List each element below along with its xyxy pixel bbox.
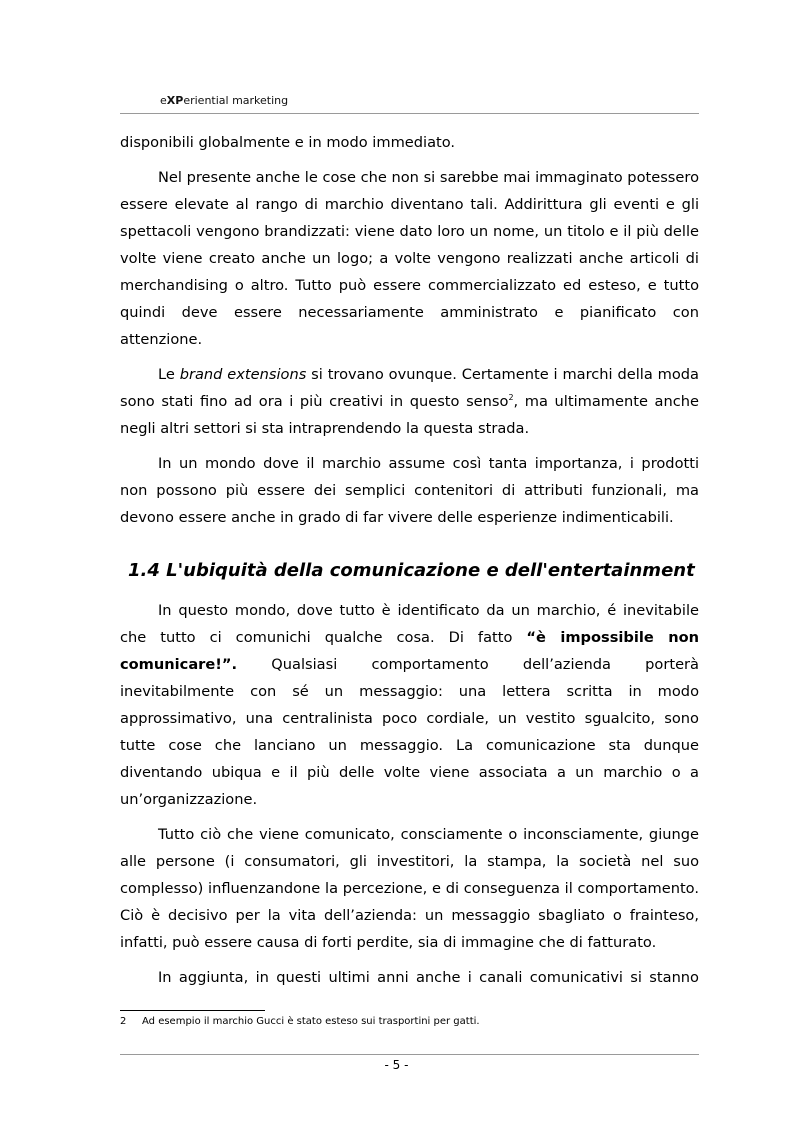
section-heading: 1.4 L'ubiquità della comunicazione e dell'entertainment <box>128 560 695 581</box>
paragraph-brand-events: Nel presente anche le cose che non si sarebbe mai immaginato potessero essere elevate al rango di marchio diventano tali. Addirittura gli eventi e gli spettacoli vengono brandizzati: viene dato loro un nome, un titolo e il più delle volte viene creato anche un logo; a volte vengono realizzati anche articoli di merchandising o altro. Tutto può essere commercializzato ed esteso, e tutto quindi deve essere necessariamente amministrato e pianificato con attenzione. <box>120 169 699 348</box>
p1-bold: “è impossibile non comunicare!”. <box>120 629 699 673</box>
header-bold: XP <box>166 94 184 107</box>
p2-mid: si trovano ovunque. Certamente i marchi della moda sono stati fino ad ora i più creativi in questo senso <box>120 366 699 410</box>
footnote-number: 2 <box>120 1016 127 1027</box>
header-prefix: e <box>160 94 167 107</box>
section-1-body <box>120 129 699 539</box>
paragraph-communication <box>120 597 699 813</box>
header-divider <box>120 113 699 114</box>
footer-divider <box>120 1054 699 1055</box>
p1-end: Qualsiasi comportamento dell’azienda porterà inevitabilmente con sé un messaggio: una lettera scritta in modo approssimativo, una centralinista poco cordiale, un vestito sgualcito, sono tutte cose che lanciano un messaggio. La comunicazione sta dunque diventando ubiqua e il più delle volte viene associata a un marchio o a un’organizzazione. <box>120 656 699 808</box>
p2-end: , ma ultimamente anche negli altri settori si sta intraprendendo la questa strada. <box>120 393 699 437</box>
footnote-text: Ad esempio il marchio Gucci è stato esteso sui trasportini per gatti. <box>142 1016 480 1027</box>
p2-start: Le <box>158 366 180 383</box>
section-2-body <box>120 597 699 999</box>
footnote-ref[interactable]: 2 <box>508 393 514 403</box>
paragraph-brand-extensions <box>120 361 699 442</box>
p1-start: In questo mondo, dove tutto è identificato da un marchio, é inevitabile che tutto ci comunichi qualche cosa. Di fatto <box>120 602 699 646</box>
paragraph-channels: In aggiunta, in questi ultimi anni anche i canali comunicativi si stanno <box>158 969 699 986</box>
header-suffix: eriential marketing <box>183 94 289 107</box>
paragraph-continuation: disponibili globalmente e in modo immediato. <box>120 134 456 151</box>
paragraph-experiences: In un mondo dove il marchio assume così tanta importanza, i prodotti non possono più essere dei semplici contenitori di attributi funzionali, ma devono essere anche in grado di far vivere delle esperienze indimenticabili. <box>120 455 699 526</box>
page-number: - 5 - <box>384 1058 409 1072</box>
footnote-divider <box>120 1010 265 1011</box>
running-header <box>160 94 288 107</box>
paragraph-perception: Tutto ciò che viene comunicato, consciamente o inconsciamente, giunge alle persone (i consumatori, gli investitori, la stampa, la società nel suo complesso) influenzandone la percezione, e di conseguenza il comportamento. Ciò è decisivo per la vita dell’azienda: un messaggio sbagliato o frainteso, infatti, può essere causa di forti perdite, sia di immagine che di fatturato. <box>120 826 699 951</box>
footnote <box>120 1016 480 1027</box>
p2-italic: brand extensions <box>179 366 307 383</box>
